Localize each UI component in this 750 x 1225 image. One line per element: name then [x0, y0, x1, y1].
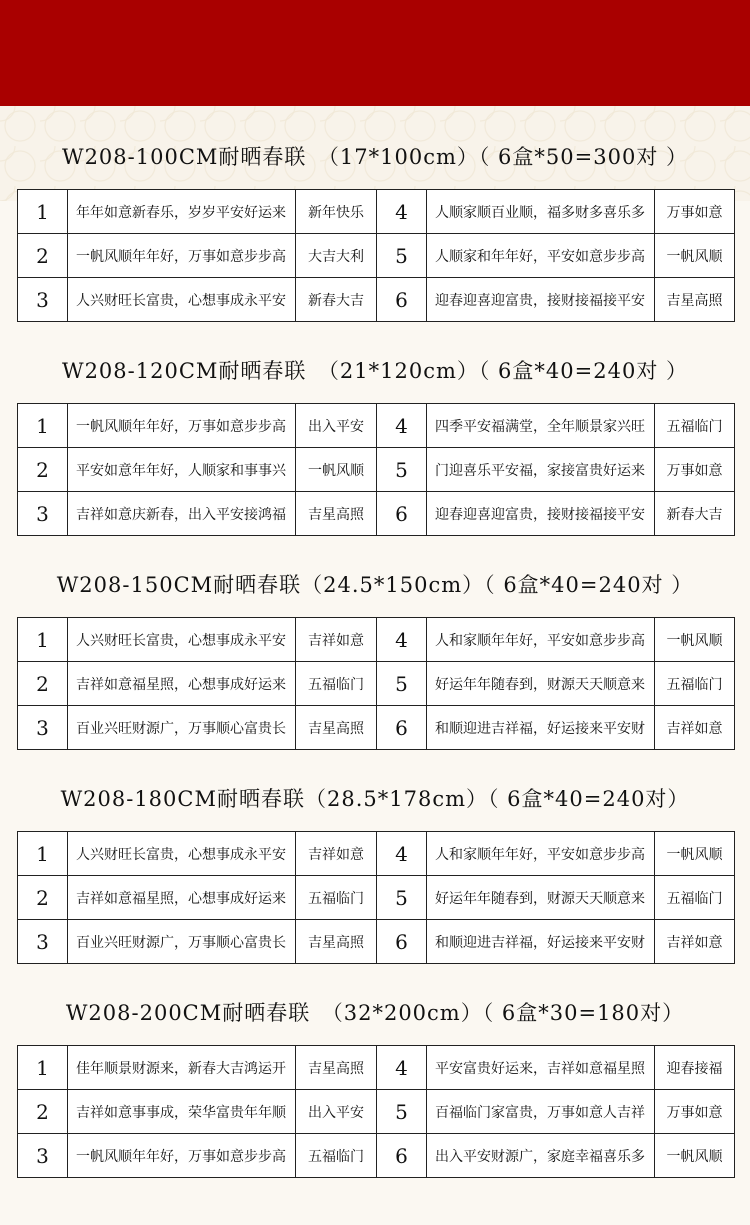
horizontal-scroll-text: 吉星高照	[296, 1046, 377, 1090]
item-number: 5	[377, 876, 427, 920]
table-row	[18, 1134, 735, 1178]
horizontal-scroll-text: 万事如意	[655, 1090, 735, 1134]
section-title: W208-180CM耐晒春联（28.5*178cm）（ 6盒*40=240对）	[60, 787, 690, 811]
item-number: 2	[18, 234, 68, 278]
item-number: 4	[377, 618, 427, 662]
couplet-text: 吉祥如意福星照，心想事成好运来	[68, 662, 296, 706]
item-number: 6	[377, 278, 427, 322]
couplet-text: 人顺家顺百业顺，福多财多喜乐多	[427, 190, 655, 234]
horizontal-scroll-text: 吉星高照	[296, 706, 377, 750]
horizontal-scroll-text: 出入平安	[296, 404, 377, 448]
item-number: 1	[18, 832, 68, 876]
item-number: 2	[18, 876, 68, 920]
item-number: 4	[377, 190, 427, 234]
couplet-text: 平安如意年年好，人顺家和事事兴	[68, 448, 296, 492]
horizontal-scroll-text: 一帆风顺	[296, 448, 377, 492]
horizontal-scroll-text: 吉星高照	[655, 278, 735, 322]
horizontal-scroll-text: 五福临门	[296, 876, 377, 920]
section-title: W208-150CM耐晒春联（24.5*150cm）（ 6盒*40=240对 ）	[56, 573, 694, 597]
couplet-text: 出入平安财源广，家庭幸福喜乐多	[427, 1134, 655, 1178]
horizontal-scroll-text: 新年快乐	[296, 190, 377, 234]
item-number: 6	[377, 706, 427, 750]
horizontal-scroll-text: 出入平安	[296, 1090, 377, 1134]
table-row	[18, 1046, 735, 1090]
couplet-text: 吉祥如意福星照，心想事成好运来	[68, 876, 296, 920]
table-row	[18, 448, 735, 492]
horizontal-scroll-text: 吉星高照	[296, 920, 377, 964]
horizontal-scroll-text: 五福临门	[296, 1134, 377, 1178]
couplet-text: 人和家顺年年好，平安如意步步高	[427, 618, 655, 662]
couplet-text: 一帆风顺年年好，万事如意步步高	[68, 234, 296, 278]
horizontal-scroll-text: 吉祥如意	[655, 706, 735, 750]
item-number: 3	[18, 278, 68, 322]
couplet-text: 人和家顺年年好，平安如意步步高	[427, 832, 655, 876]
item-number: 3	[18, 492, 68, 536]
couplet-table	[17, 831, 735, 964]
table-row	[18, 706, 735, 750]
couplet-text: 迎春迎喜迎富贵，接财接福接平安	[427, 278, 655, 322]
horizontal-scroll-text: 迎春接福	[655, 1046, 735, 1090]
couplet-table	[17, 403, 735, 536]
horizontal-scroll-text: 五福临门	[296, 662, 377, 706]
couplet-text: 迎春迎喜迎富贵，接财接福接平安	[427, 492, 655, 536]
couplet-text: 吉祥如意庆新春，出入平安接鸿福	[68, 492, 296, 536]
table-row	[18, 492, 735, 536]
horizontal-scroll-text: 万事如意	[655, 190, 735, 234]
horizontal-scroll-text: 大吉大利	[296, 234, 377, 278]
horizontal-scroll-text: 五福临门	[655, 404, 735, 448]
horizontal-scroll-text: 一帆风顺	[655, 618, 735, 662]
couplet-text: 好运年年随春到，财源天天顺意来	[427, 876, 655, 920]
item-number: 1	[18, 190, 68, 234]
horizontal-scroll-text: 新春大吉	[655, 492, 735, 536]
item-number: 5	[377, 1090, 427, 1134]
horizontal-scroll-text: 吉祥如意	[296, 832, 377, 876]
item-number: 2	[18, 1090, 68, 1134]
item-number: 2	[18, 662, 68, 706]
couplet-table	[17, 1045, 735, 1178]
table-row	[18, 1090, 735, 1134]
couplet-text: 一帆风顺年年好，万事如意步步高	[68, 1134, 296, 1178]
couplet-text: 门迎喜乐平安福，家接富贵好运来	[427, 448, 655, 492]
item-number: 3	[18, 920, 68, 964]
couplet-text: 人顺家和年年好，平安如意步步高	[427, 234, 655, 278]
horizontal-scroll-text: 吉祥如意	[655, 920, 735, 964]
horizontal-scroll-text: 一帆风顺	[655, 1134, 735, 1178]
couplet-text: 百福临门家富贵，万事如意人吉祥	[427, 1090, 655, 1134]
table-row	[18, 234, 735, 278]
item-number: 1	[18, 618, 68, 662]
couplet-text: 人兴财旺长富贵，心想事成永平安	[68, 832, 296, 876]
section-title: W208-100CM耐晒春联 （17*100cm）（ 6盒*50=300对 ）	[61, 145, 688, 169]
horizontal-scroll-text: 吉祥如意	[296, 618, 377, 662]
item-number: 4	[377, 1046, 427, 1090]
item-number: 5	[377, 448, 427, 492]
item-number: 5	[377, 234, 427, 278]
horizontal-scroll-text: 吉星高照	[296, 492, 377, 536]
couplet-text: 平安富贵好运来，吉祥如意福星照	[427, 1046, 655, 1090]
couplet-text: 一帆风顺年年好，万事如意步步高	[68, 404, 296, 448]
item-number: 1	[18, 404, 68, 448]
item-number: 6	[377, 920, 427, 964]
couplet-text: 和顺迎进吉祥福，好运接来平安财	[427, 706, 655, 750]
couplet-text: 百业兴旺财源广，万事顺心富贵长	[68, 920, 296, 964]
horizontal-scroll-text: 五福临门	[655, 662, 735, 706]
item-number: 2	[18, 448, 68, 492]
table-row	[18, 920, 735, 964]
item-number: 4	[377, 832, 427, 876]
table-row	[18, 876, 735, 920]
top-banner	[0, 0, 750, 106]
couplet-text: 年年如意新春乐，岁岁平安好运来	[68, 190, 296, 234]
horizontal-scroll-text: 万事如意	[655, 448, 735, 492]
table-row	[18, 832, 735, 876]
horizontal-scroll-text: 一帆风顺	[655, 832, 735, 876]
section-title: W208-120CM耐晒春联 （21*120cm）（ 6盒*40=240对 ）	[61, 359, 688, 383]
horizontal-scroll-text: 五福临门	[655, 876, 735, 920]
couplet-table	[17, 189, 735, 322]
item-number: 3	[18, 706, 68, 750]
table-row	[18, 278, 735, 322]
item-number: 6	[377, 1134, 427, 1178]
item-number: 1	[18, 1046, 68, 1090]
couplet-text: 人兴财旺长富贵，心想事成永平安	[68, 618, 296, 662]
item-number: 3	[18, 1134, 68, 1178]
item-number: 5	[377, 662, 427, 706]
table-row	[18, 404, 735, 448]
couplet-text: 和顺迎进吉祥福，好运接来平安财	[427, 920, 655, 964]
couplet-text: 吉祥如意事事成，荣华富贵年年顺	[68, 1090, 296, 1134]
couplet-text: 好运年年随春到，财源天天顺意来	[427, 662, 655, 706]
couplet-text: 佳年顺景财源来，新春大吉鸿运开	[68, 1046, 296, 1090]
section-title: W208-200CM耐晒春联 （32*200cm）（ 6盒*30=180对）	[65, 1001, 685, 1025]
table-row	[18, 618, 735, 662]
horizontal-scroll-text: 新春大吉	[296, 278, 377, 322]
horizontal-scroll-text: 一帆风顺	[655, 234, 735, 278]
couplet-table	[17, 617, 735, 750]
item-number: 4	[377, 404, 427, 448]
couplet-text: 四季平安福满堂，全年顺景家兴旺	[427, 404, 655, 448]
couplet-text: 人兴财旺长富贵，心想事成永平安	[68, 278, 296, 322]
couplet-text: 百业兴旺财源广，万事顺心富贵长	[68, 706, 296, 750]
table-row	[18, 190, 735, 234]
table-row	[18, 662, 735, 706]
item-number: 6	[377, 492, 427, 536]
